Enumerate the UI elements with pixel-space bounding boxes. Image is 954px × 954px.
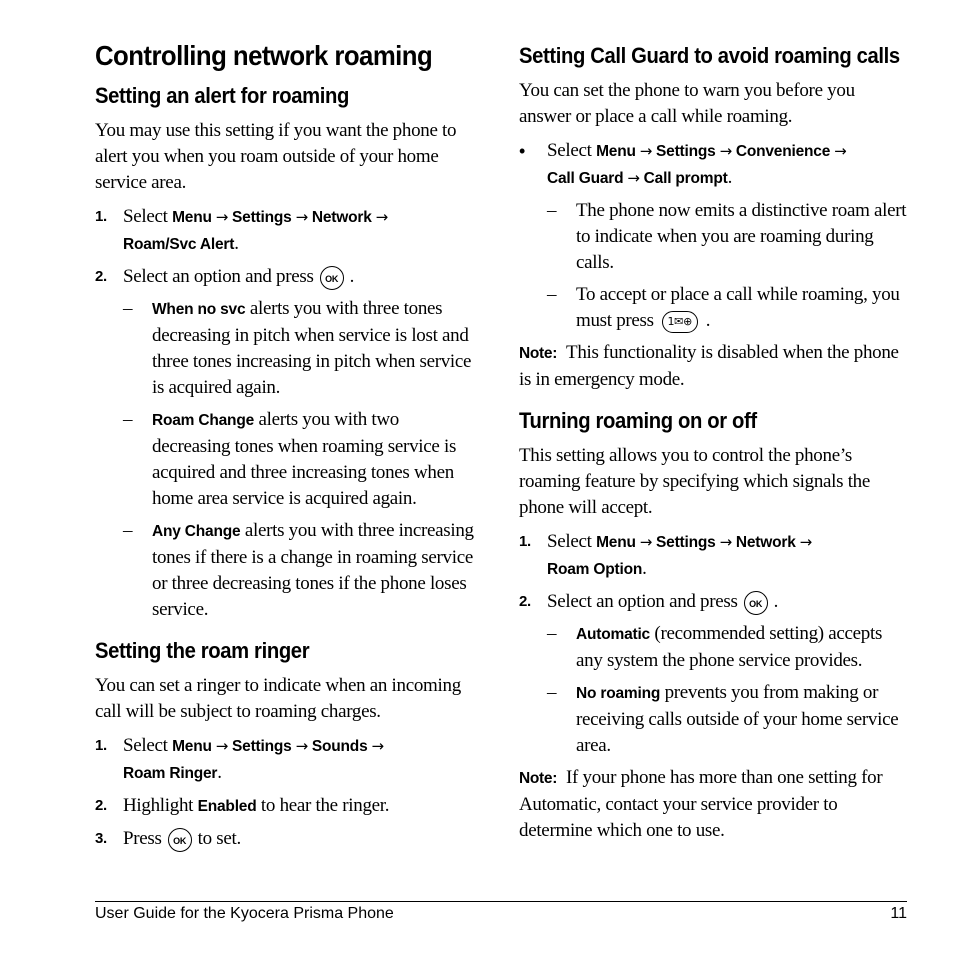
- step-text: Select an option and press: [547, 591, 738, 612]
- step-end: .: [727, 167, 733, 188]
- alert-option-any-change: [95, 518, 480, 623]
- step-number: 1.: [95, 208, 107, 225]
- arrow-icon: →: [799, 533, 812, 551]
- dash-mark: –: [547, 284, 557, 305]
- menu-label-menu: Menu: [596, 534, 636, 551]
- ok-key-icon: OK: [744, 591, 768, 615]
- option-text: alerts you with three tones decreasing in pitch when service is lost and three tones increasing in pitch when service is acquired again.: [152, 298, 472, 398]
- turning-note: [519, 765, 909, 844]
- page-title: Controlling network roaming: [95, 40, 433, 71]
- left-column: [95, 40, 480, 858]
- arrow-icon: →: [371, 737, 384, 755]
- key-1-voicemail-icon: 1✉⊕: [662, 311, 698, 333]
- menu-label-call-prompt: Call prompt: [643, 170, 728, 187]
- call-guard-intro: You can set the phone to warn you before you answer or place a call while roaming.: [519, 80, 855, 127]
- step-text: to set.: [197, 828, 241, 849]
- note-label: Note:: [519, 345, 558, 362]
- step-end: .: [642, 558, 647, 579]
- ringer-step-3: [95, 826, 480, 852]
- alert-step-1: [95, 204, 480, 258]
- arrow-icon: →: [639, 142, 653, 160]
- step-text: Select: [123, 206, 173, 227]
- step-text: to hear the ringer.: [256, 795, 390, 816]
- arrow-icon: →: [295, 208, 308, 226]
- step-text: Select: [547, 531, 597, 552]
- option-term: No roaming: [576, 685, 661, 702]
- menu-label-convenience: Convenience: [735, 143, 831, 160]
- alert-option-roam-change: [95, 407, 480, 512]
- step-text: Select an option and press: [123, 266, 314, 287]
- menu-label-settings: Settings: [232, 209, 292, 226]
- call-guard-dash-2: [519, 282, 909, 334]
- arrow-icon: →: [215, 737, 229, 755]
- page-number: 11: [890, 905, 907, 922]
- option-term: Roam Change: [152, 412, 255, 429]
- turning-step-1: [519, 529, 909, 583]
- bullet-mark: •: [519, 141, 526, 161]
- footer-title: User Guide for the Kyocera Prisma Phone: [95, 905, 394, 922]
- arrow-icon: →: [627, 169, 640, 187]
- arrow-icon: →: [215, 208, 229, 226]
- menu-label-settings: Settings: [656, 143, 716, 160]
- step-number: 2.: [95, 797, 107, 814]
- option-text: alerts you with two decreasing tones when roaming service is acquired and three increasing tones when home area service is acquired again.: [152, 409, 457, 509]
- step-number: 1.: [95, 737, 107, 754]
- step-end: .: [773, 591, 779, 612]
- call-guard-note: [519, 340, 909, 393]
- section-heading-ringer: Setting the roam ringer: [95, 638, 310, 663]
- arrow-icon: →: [375, 208, 388, 226]
- menu-label-settings: Settings: [656, 534, 716, 551]
- menu-label-menu: Menu: [596, 143, 636, 160]
- step-end: .: [234, 233, 239, 254]
- arrow-icon: →: [295, 737, 308, 755]
- arrow-icon: →: [719, 142, 732, 160]
- dash-mark: –: [547, 200, 557, 221]
- menu-label-roam-svc-alert: Roam/Svc Alert: [123, 236, 235, 253]
- dash-mark: –: [123, 520, 133, 541]
- dash-mark: –: [547, 623, 557, 644]
- dash-text: The phone now emits a distinctive roam alert to indicate when you are roaming during calls.: [576, 200, 907, 273]
- ok-key-icon: OK: [168, 828, 192, 852]
- menu-label-menu: Menu: [172, 209, 212, 226]
- menu-label-roam-option: Roam Option: [547, 561, 643, 578]
- turning-option-automatic: [519, 621, 909, 674]
- option-text: prevents you from making or receiving calls outside of your home service area.: [576, 682, 899, 756]
- step-text: Highlight: [123, 795, 198, 816]
- alert-step-2: [95, 264, 480, 290]
- step-number: 3.: [95, 830, 107, 847]
- option-term: Automatic: [576, 626, 650, 643]
- option-term: Any Change: [152, 523, 241, 540]
- ringer-step-1: [95, 733, 480, 787]
- option-text: (recommended setting) accepts any system the phone service provides.: [576, 623, 883, 671]
- ringer-step-2: [95, 793, 480, 820]
- turning-step-2: [519, 589, 909, 615]
- step-text: Select: [547, 140, 597, 161]
- arrow-icon: →: [834, 142, 847, 160]
- step-end: .: [217, 762, 222, 783]
- arrow-icon: →: [639, 533, 653, 551]
- menu-label-network: Network: [735, 534, 796, 551]
- menu-label-roam-ringer: Roam Ringer: [123, 765, 218, 782]
- option-term: When no svc: [152, 301, 246, 318]
- note-text: This functionality is disabled when the phone is in emergency mode.: [519, 342, 899, 390]
- menu-label-enabled: Enabled: [197, 798, 257, 815]
- turning-option-no-roaming: [519, 680, 909, 759]
- call-guard-dash-1: [519, 198, 909, 276]
- note-text: If your phone has more than one setting for Automatic, contact your service provider to determine which one to use.: [519, 767, 883, 841]
- option-text: alerts you with three increasing tones if there is a change in roaming service or three decreasing tones if the phone loses service.: [152, 520, 474, 620]
- section-heading-alert: Setting an alert for roaming: [95, 83, 349, 108]
- alert-intro: You may use this setting if you want the phone to alert you when you roam outside of your home service area.: [95, 120, 457, 193]
- menu-label-sounds: Sounds: [311, 738, 368, 755]
- menu-label-network: Network: [311, 209, 372, 226]
- menu-label-settings: Settings: [232, 738, 292, 755]
- section-heading-call-guard: Setting Call Guard to avoid roaming calls: [519, 43, 900, 68]
- ok-key-icon: OK: [320, 266, 344, 290]
- menu-label-call-guard: Call Guard: [547, 170, 624, 187]
- ringer-intro: You can set a ringer to indicate when an incoming call will be subject to roaming charges.: [95, 675, 461, 722]
- arrow-icon: →: [719, 533, 732, 551]
- dash-mark: –: [123, 298, 133, 319]
- note-label: Note:: [519, 770, 558, 787]
- step-text: Press: [123, 828, 162, 849]
- step-text: Select: [123, 735, 173, 756]
- step-end: .: [705, 310, 711, 331]
- step-end: .: [349, 266, 355, 287]
- menu-label-menu: Menu: [172, 738, 212, 755]
- call-guard-select: [519, 138, 909, 192]
- step-number: 2.: [95, 268, 107, 285]
- page-footer: [95, 901, 907, 922]
- dash-text: To accept or place a call while roaming, you must press: [576, 284, 900, 331]
- step-number: 1.: [519, 533, 531, 550]
- step-number: 2.: [519, 593, 531, 610]
- dash-mark: –: [547, 682, 557, 703]
- turning-intro: This setting allows you to control the phone’s roaming feature by specifying which signals the phone will accept.: [519, 445, 871, 518]
- right-column: [519, 42, 909, 852]
- dash-mark: –: [123, 409, 133, 430]
- section-heading-turning: Turning roaming on or off: [519, 408, 757, 433]
- alert-option-when-no-svc: [95, 296, 480, 401]
